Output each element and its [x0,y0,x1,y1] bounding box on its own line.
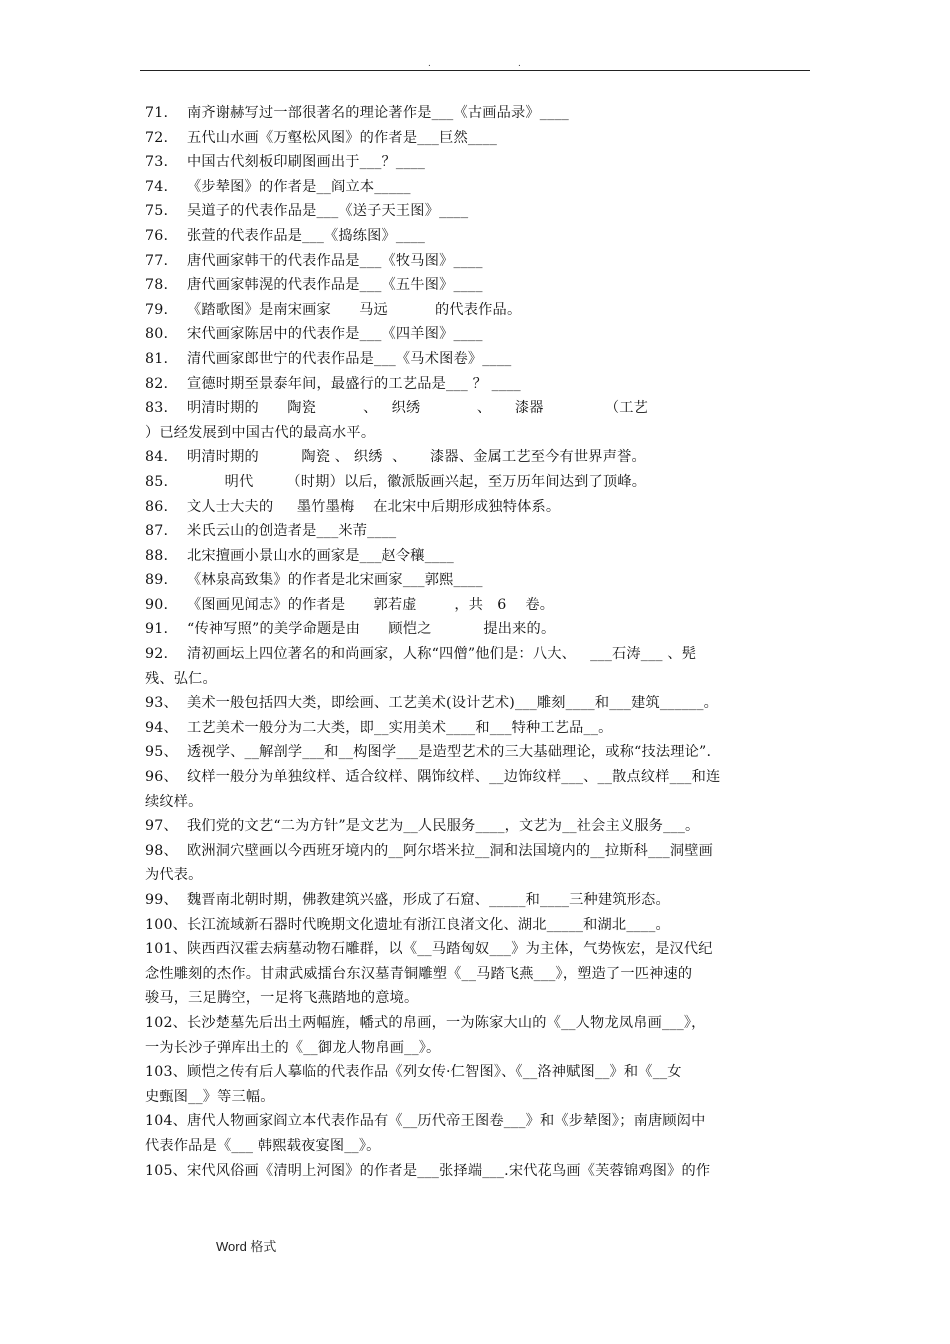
question-text: 米氏云山的创造者是___米芾____ [187,523,397,540]
question-number: 77. [145,252,169,269]
question-text: 长江流域新石器时代晚期文化遗址有浙江良渚文化、湖北_____和湖北____。 [187,916,670,933]
question-item [145,593,805,618]
question-item [145,150,805,175]
question-text: 《图画见闻志》的作者是 郭若虚 ，共 6 卷。 [187,596,555,613]
question-item [145,544,805,569]
question-number: 88. [145,547,169,564]
question-text: 美术一般包括四大类，即绘画、工艺美术(设计艺术)___雕刻____和___建筑______。 [187,695,719,712]
question-number: 79. [145,301,169,318]
question-item [145,691,805,716]
question-text: 魏晋南北朝时期，佛教建筑兴盛，形成了石窟、_____和____三种建筑形态。 [187,892,670,908]
question-number: 96、 [145,769,178,786]
question-number: 82. [145,375,169,392]
question-continuation: 史甄图__》等三幅。 [145,1088,275,1105]
question-text: 《步辇图》的作者是__阎立本_____ [187,178,411,195]
question-item [145,814,805,839]
question-number: 98、 [145,842,178,859]
header-dot-left: . [428,58,431,69]
question-number: 92. [145,646,169,663]
question-text: 明清时期的 陶瓷 、 织绣 、 漆器、金属工艺至今有世界声誉。 [187,449,646,466]
question-number: 104、 [145,1113,188,1130]
question-text: 清代画家郎世宁的代表作品是___《马术图卷》____ [187,350,512,367]
question-item [145,568,805,593]
question-item [145,322,805,347]
question-number: 73. [145,154,169,171]
question-item [145,740,805,765]
question-item [145,224,805,249]
question-number: 75. [145,203,169,220]
question-text: “传神写照”的美学命题是由 顾恺之 提出来的。 [187,621,556,638]
question-item [145,495,805,520]
question-text: 陕西西汉霍去病墓动物石雕群，以《__马踏匈奴___》为主体，气势恢宏，是汉代纪 [187,941,713,958]
question-item [145,519,805,544]
question-number: 85. [145,473,169,490]
question-list [145,101,805,1183]
question-number: 76. [145,227,169,244]
footer-label: Word 格式 [216,1239,277,1254]
question-continuation: 为代表。 [145,867,203,884]
question-text: 纹样一般分为单独纹样、适合纹样、隅饰纹样、__边饰纹样___、__散点纹样___和连 [187,769,721,786]
question-text: 清初画坛上四位著名的和尚画家，人称“四僧”他们是：八大、 ___石涛___ 、髡 [187,646,697,663]
question-number: 90. [145,596,169,613]
question-text: 中国古代刻板印刷图画出于___？____ [187,154,426,171]
question-text: 宋代风俗画《清明上河图》的作者是___张择端___.宋代花鸟画《芙蓉锦鸡图》的作 [187,1162,711,1179]
header-dot-right: . [518,58,521,69]
question-item [145,249,805,274]
question-item [145,937,805,962]
question-number: 97、 [145,818,178,835]
question-text: 透视学、__解剖学___和__构图学___是造型艺术的三大基础理论，或称“技法理论”. [187,744,712,761]
question-text: 宋代画家陈居中的代表作是___《四羊图》____ [187,326,483,343]
question-number: 94、 [145,719,178,736]
question-text: 吴道子的代表作品是___《送子天王图》____ [187,203,469,220]
question-text: 明代 （时期）以后，徽派版画兴起，至万历年间达到了顶峰。 [187,473,647,490]
question-item [145,1060,805,1085]
question-number: 72. [145,129,169,146]
question-item [145,396,805,421]
question-text: 唐代画家韩滉的代表作品是___《五牛图》____ [187,277,483,294]
question-number: 78. [145,277,169,294]
question-text: 北宋擅画小景山水的画家是___赵令穰____ [187,547,454,564]
question-item [145,617,805,642]
question-item [145,913,805,938]
question-item [145,765,805,790]
question-item [145,1109,805,1134]
question-item [145,642,805,667]
question-item [145,273,805,298]
question-text: 《踏歌图》是南宋画家 马远 的代表作品。 [187,301,522,318]
question-number: 95、 [145,744,178,761]
question-number: 100、 [145,916,188,933]
question-number: 80. [145,326,169,343]
question-text: 欧洲洞穴壁画以今西班牙境内的__阿尔塔米拉__洞和法国境内的__拉斯科___洞壁画 [187,842,714,859]
question-item [145,101,805,126]
question-number: 84. [145,449,169,466]
question-item [145,716,805,741]
question-continuation: 代表作品是《___ 韩熙载夜宴图__》。 [145,1137,381,1154]
question-item [145,839,805,864]
question-number: 103、 [145,1064,188,1081]
question-text: 《林泉高致集》的作者是北宋画家___郭熙____ [187,572,483,589]
question-text: 张萱的代表作品是___《捣练图》____ [187,227,426,244]
header-dots [0,58,950,70]
question-number: 102、 [145,1014,188,1031]
question-item [145,470,805,495]
question-item [145,347,805,372]
question-number: 101、 [145,941,188,958]
question-item [145,372,805,397]
question-continuation: 念性雕刻的杰作。甘肃武威擂台东汉墓青铜雕塑《__马踏飞燕___》，塑造了一匹神速的 骏马，三足腾空，一足将飞燕踏地的意境。 [145,965,693,1007]
question-text: 长沙楚墓先后出土两幅旌，幡式的帛画，一为陈家大山的《__人物龙凤帛画___》， [187,1014,706,1031]
question-text: 宣德时期至景泰年间，最盛行的工艺品是___ ？ ____ [187,375,521,392]
question-continuation: ）已经发展到中国古代的最高水平。 [145,424,376,441]
question-text: 顾恺之传有后人摹临的代表作品《列女传·仁智图》、《__洛神赋图__》和《__女 [187,1064,682,1081]
question-text: 工艺美术一般分为二大类，即__实用美术____和___特种工艺品__。 [187,719,613,736]
question-item [145,1011,805,1036]
question-number: 93、 [145,695,178,712]
question-item [145,888,805,913]
question-text: 文人士大夫的 墨竹墨梅 在北宋中后期形成独特体系。 [187,498,561,515]
question-continuation: 残、弘仁。 [145,670,217,687]
question-text: 我们党的文艺“二为方针”是文艺为__人民服务____，文艺为__社会主义服务___。 [187,818,700,835]
question-item [145,126,805,151]
question-number: 89. [145,572,169,589]
header-rule [140,70,810,71]
question-text: 唐代人物画家阎立本代表作品有《__历代帝王图卷___》和《步辇图》；南唐顾闳中 [187,1113,706,1130]
question-number: 71. [145,105,169,121]
question-number: 105、 [145,1162,188,1179]
question-continuation: 续纹样。 [145,793,203,810]
question-number: 99、 [145,892,178,908]
question-item [145,298,805,323]
question-text: 唐代画家韩干的代表作品是___《牧马图》____ [187,252,483,269]
question-number: 91. [145,621,169,638]
question-text: 明清时期的 陶瓷 、 织绣 、 漆器 （工艺 [187,400,648,417]
question-continuation: 一为长沙子弹库出土的《__御龙人物帛画__》。 [145,1039,441,1056]
question-item [145,1159,805,1184]
question-item [145,445,805,470]
question-number: 87. [145,523,169,540]
question-number: 83. [145,400,169,417]
question-text: 五代山水画《万壑松风图》的作者是___巨然____ [187,129,498,146]
question-number: 74. [145,178,169,195]
question-item [145,199,805,224]
question-number: 86. [145,498,169,515]
question-item [145,175,805,200]
question-number: 81. [145,350,169,367]
question-text: 南齐谢赫写过一部很著名的理论著作是___《古画品录》____ [187,105,569,121]
